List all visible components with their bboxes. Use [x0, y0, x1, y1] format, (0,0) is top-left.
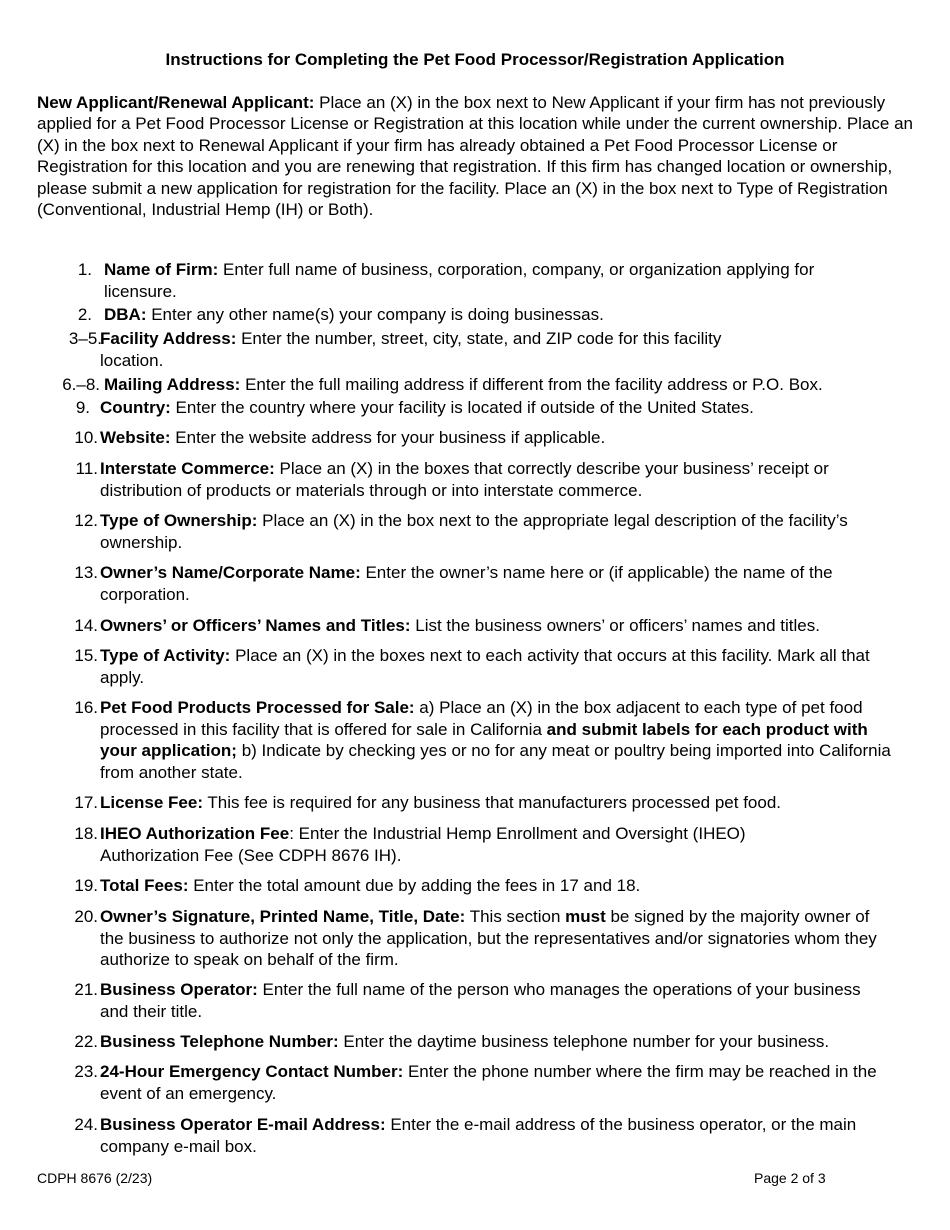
item-label: Owner’s Name/Corporate Name:: [100, 563, 361, 582]
item-label: Website:: [100, 428, 171, 447]
item-text: [104, 374, 914, 396]
item-text: [100, 697, 900, 783]
item-number: 21.: [74, 980, 98, 999]
item-number: 24.: [74, 1115, 98, 1134]
item-desc-cont: be signed by the majority owner of the business to authorize not only the application, but the representatives and/or signatories whom they authorize to speak on behalf of the firm.: [100, 907, 877, 969]
item-number: 22.: [74, 1032, 98, 1051]
item-desc: a) Place an (X) in the box adjacent to each type of pet food processed in this facility that is offered for sale in California: [100, 698, 863, 739]
item-number: 18.: [74, 824, 98, 843]
item-emphasis: must: [565, 907, 606, 926]
item-label: Type of Ownership:: [100, 511, 258, 530]
item-desc: Enter any other name(s) your company is doing businessas.: [146, 305, 604, 324]
item-desc: Enter the full mailing address if different from the facility address or P.O. Box.: [240, 375, 823, 394]
item-number: 10.: [74, 428, 98, 447]
item-number: 12.: [74, 511, 98, 530]
item-desc: Enter the website address for your business if applicable.: [170, 428, 606, 447]
item-label: IHEO Authorization Fee: [100, 824, 290, 843]
item-text: [100, 823, 830, 866]
item-label: 24-Hour Emergency Contact Number:: [100, 1062, 404, 1081]
item-number: 1.: [77, 260, 92, 279]
item-text: [100, 458, 915, 501]
item-number: 11.: [75, 459, 98, 478]
intro-text: Place an (X) in the box next to New Applicant if your firm has not previously applied for a Pet Food Processor License or Registration at this location while under the current ownership. Place an (X) in the box next to Renewal Applicant if your firm has already obtained a Pet Food Processor License or Registration for this location and you are renewing that registration. If this firm has changed location or ownership, please submit a new application for registration for the facility. Place an (X) in the box next to Type of Registration (Conventional, Industrial Hemp (IH) or Both).: [37, 93, 913, 220]
item-desc: Enter the e-mail address of the business operator, or the main company e-mail box.: [100, 1115, 857, 1156]
item-desc: Place an (X) in the box next to the appropriate legal description of the facility’s ownership.: [100, 511, 848, 552]
item-label: Name of Firm:: [104, 260, 219, 279]
item-text: [100, 1031, 915, 1053]
item-text: [100, 562, 915, 605]
item-label: Type of Activity:: [100, 646, 231, 665]
item-text: [104, 304, 904, 326]
item-label: Mailing Address:: [104, 375, 241, 394]
item-desc: This section: [465, 907, 566, 926]
item-label: License Fee:: [100, 793, 203, 812]
item-desc: Enter the daytime business telephone number for your business.: [338, 1032, 830, 1051]
item-text: [100, 510, 870, 553]
item-label: Business Operator E-mail Address:: [100, 1115, 386, 1134]
item-desc: Enter the total amount due by adding the fees in 17 and 18.: [188, 876, 641, 895]
item-text: [100, 615, 915, 637]
item-number: 9.: [75, 398, 90, 417]
item-text: [100, 979, 890, 1022]
item-label: Facility Address:: [100, 329, 237, 348]
item-emphasis: and submit labels for each product with your application;: [100, 719, 868, 760]
item-text: [100, 1114, 900, 1157]
item-number: 3–5.: [68, 329, 102, 348]
item-number: 6.–8.: [62, 375, 100, 394]
item-text: [100, 328, 740, 371]
item-number: 17.: [74, 793, 98, 812]
form-id: CDPH 8676 (2/23): [37, 1170, 153, 1186]
item-desc: Enter the owner’s name here or (if applicable) the name of the corporation.: [100, 563, 833, 604]
item-number: 16.: [74, 698, 98, 717]
item-text: [100, 875, 915, 897]
intro-label: New Applicant/Renewal Applicant:: [37, 93, 315, 112]
item-desc: Enter the number, street, city, state, and ZIP code for this facility location.: [100, 329, 722, 370]
item-text: [100, 792, 915, 814]
item-label: Total Fees:: [100, 876, 189, 895]
item-desc: Place an (X) in the boxes that correctly describe your business’ receipt or distribution of products or materials through or into interstate commerce.: [100, 459, 829, 500]
item-label: Business Operator:: [100, 980, 258, 999]
item-label: Country:: [100, 398, 171, 417]
item-label: DBA:: [104, 305, 147, 324]
item-desc: List the business owners’ or officers’ names and titles.: [410, 616, 820, 635]
item-label: Owners’ or Officers’ Names and Titles:: [100, 616, 411, 635]
item-number: 19.: [74, 876, 98, 895]
item-label: Owner’s Signature, Printed Name, Title, Date:: [100, 907, 466, 926]
item-text: [100, 1061, 915, 1104]
item-number: 23.: [74, 1062, 98, 1081]
item-number: 2.: [77, 305, 92, 324]
item-desc: : Enter the Industrial Hemp Enrollment and Oversight (IHEO) Authorization Fee (See CDPH 8676 IH).: [100, 824, 746, 865]
page-title: Instructions for Completing the Pet Food Processor/Registration Application: [165, 50, 785, 69]
item-text: [100, 645, 915, 688]
item-label: Pet Food Products Processed for Sale:: [100, 698, 415, 717]
item-number: 14.: [74, 616, 98, 635]
item-number: 13.: [74, 563, 98, 582]
item-label: Interstate Commerce:: [100, 459, 275, 478]
item-text: [104, 259, 864, 302]
item-number: 20.: [74, 907, 98, 926]
item-text: [100, 906, 890, 971]
item-desc: Enter the phone number where the firm may be reached in the event of an emergency.: [100, 1062, 877, 1103]
item-text: [100, 397, 900, 419]
item-label: Business Telephone Number:: [100, 1032, 339, 1051]
item-desc: Enter full name of business, corporation, company, or organization applying for licensure.: [104, 260, 815, 301]
item-desc: Enter the country where your facility is located if outside of the United States.: [170, 398, 754, 417]
item-text: [100, 427, 900, 449]
intro-paragraph: [37, 92, 917, 220]
item-desc: Place an (X) in the boxes next to each activity that occurs at this facility. Mark all that apply.: [100, 646, 870, 687]
item-number: 15.: [74, 646, 98, 665]
item-desc: Enter the full name of the person who manages the operations of your business and their title.: [100, 980, 861, 1021]
item-desc: This fee is required for any business that manufacturers processed pet food.: [203, 793, 781, 812]
page-number: Page 2 of 3: [754, 1170, 826, 1186]
item-desc-cont: b) Indicate by checking yes or no for any meat or poultry being imported into California from another state.: [100, 741, 891, 782]
